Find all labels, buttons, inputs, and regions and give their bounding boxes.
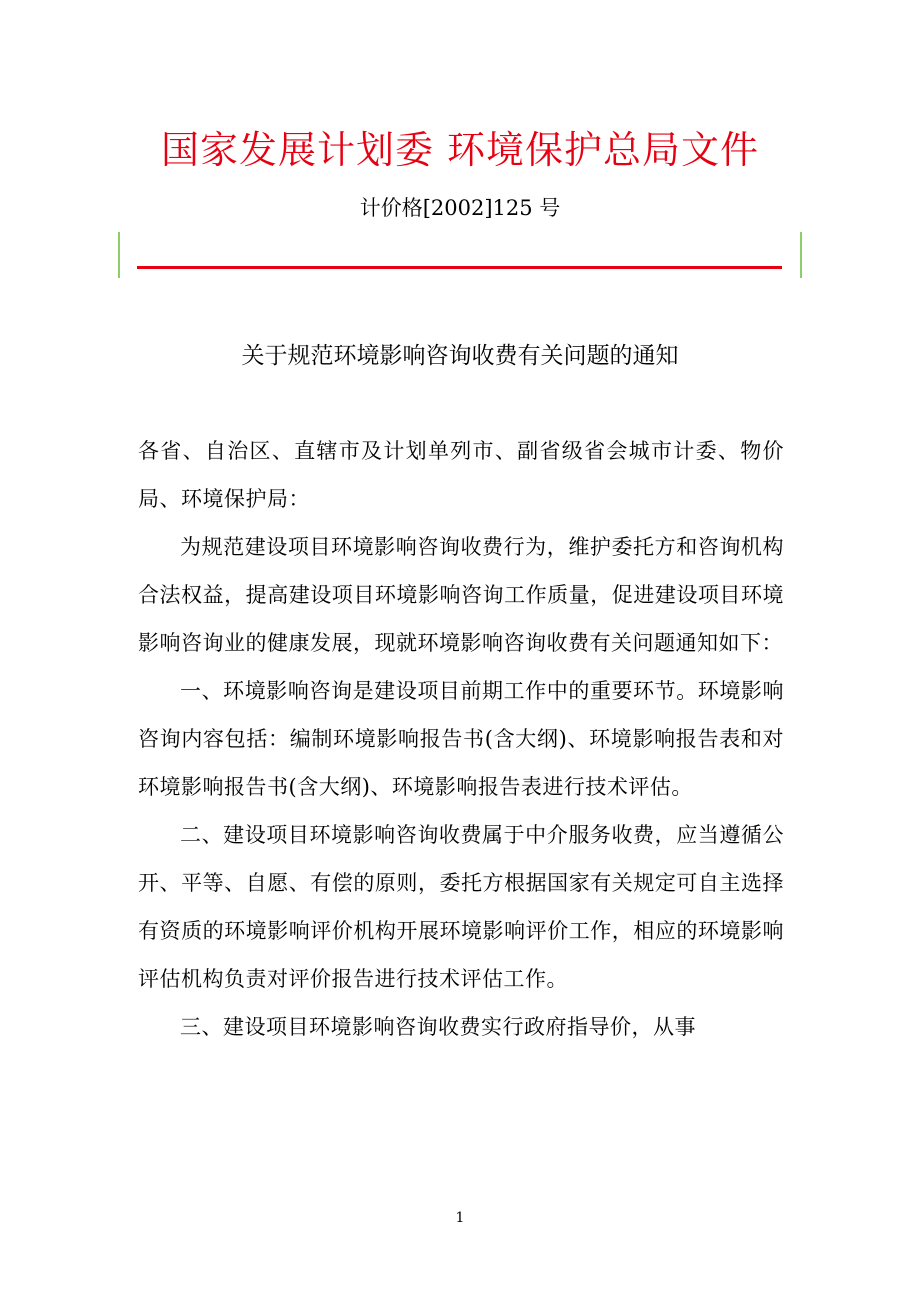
page-number: 1	[455, 1210, 465, 1226]
document-number: 计价格[2002]125 号	[359, 196, 561, 220]
red-header-rule	[137, 266, 782, 269]
right-margin-mark	[800, 232, 802, 278]
salutation: 各省、自治区、直辖市及计划单列市、副省级省会城市计委、物价局、环境保护局：	[138, 439, 784, 511]
notice-title: 关于规范环境影响咨询收费有关问题的通知	[241, 343, 679, 369]
left-margin-mark	[118, 232, 120, 278]
document-body	[138, 427, 784, 1051]
body-paragraph-intro: 为规范建设项目环境影响咨询收费行为，维护委托方和咨询机构合法权益，提高建设项目环境影响咨询工作质量，促进建设项目环境影响咨询业的健康发展，现就环境影响咨询收费有关问题通知如下：	[138, 535, 784, 655]
agency-title: 国家发展计划委 环境保护总局文件	[160, 128, 760, 172]
body-paragraph-2: 二、建设项目环境影响咨询收费属于中介服务收费，应当遵循公开、平等、自愿、有偿的原则，委托方根据国家有关规定可自主选择有资质的环境影响评价机构开展环境影响评价工作，相应的环境影响评估机构负责对评价报告进行技术评估工作。	[138, 823, 784, 991]
body-paragraph-3: 三、建设项目环境影响咨询收费实行政府指导价，从事	[180, 1015, 696, 1039]
body-paragraph-1: 一、环境影响咨询是建设项目前期工作中的重要环节。环境影响咨询内容包括：编制环境影响报告书(含大纲)、环境影响报告表和对环境影响报告书(含大纲)、环境影响报告表进行技术评估。	[138, 679, 784, 799]
